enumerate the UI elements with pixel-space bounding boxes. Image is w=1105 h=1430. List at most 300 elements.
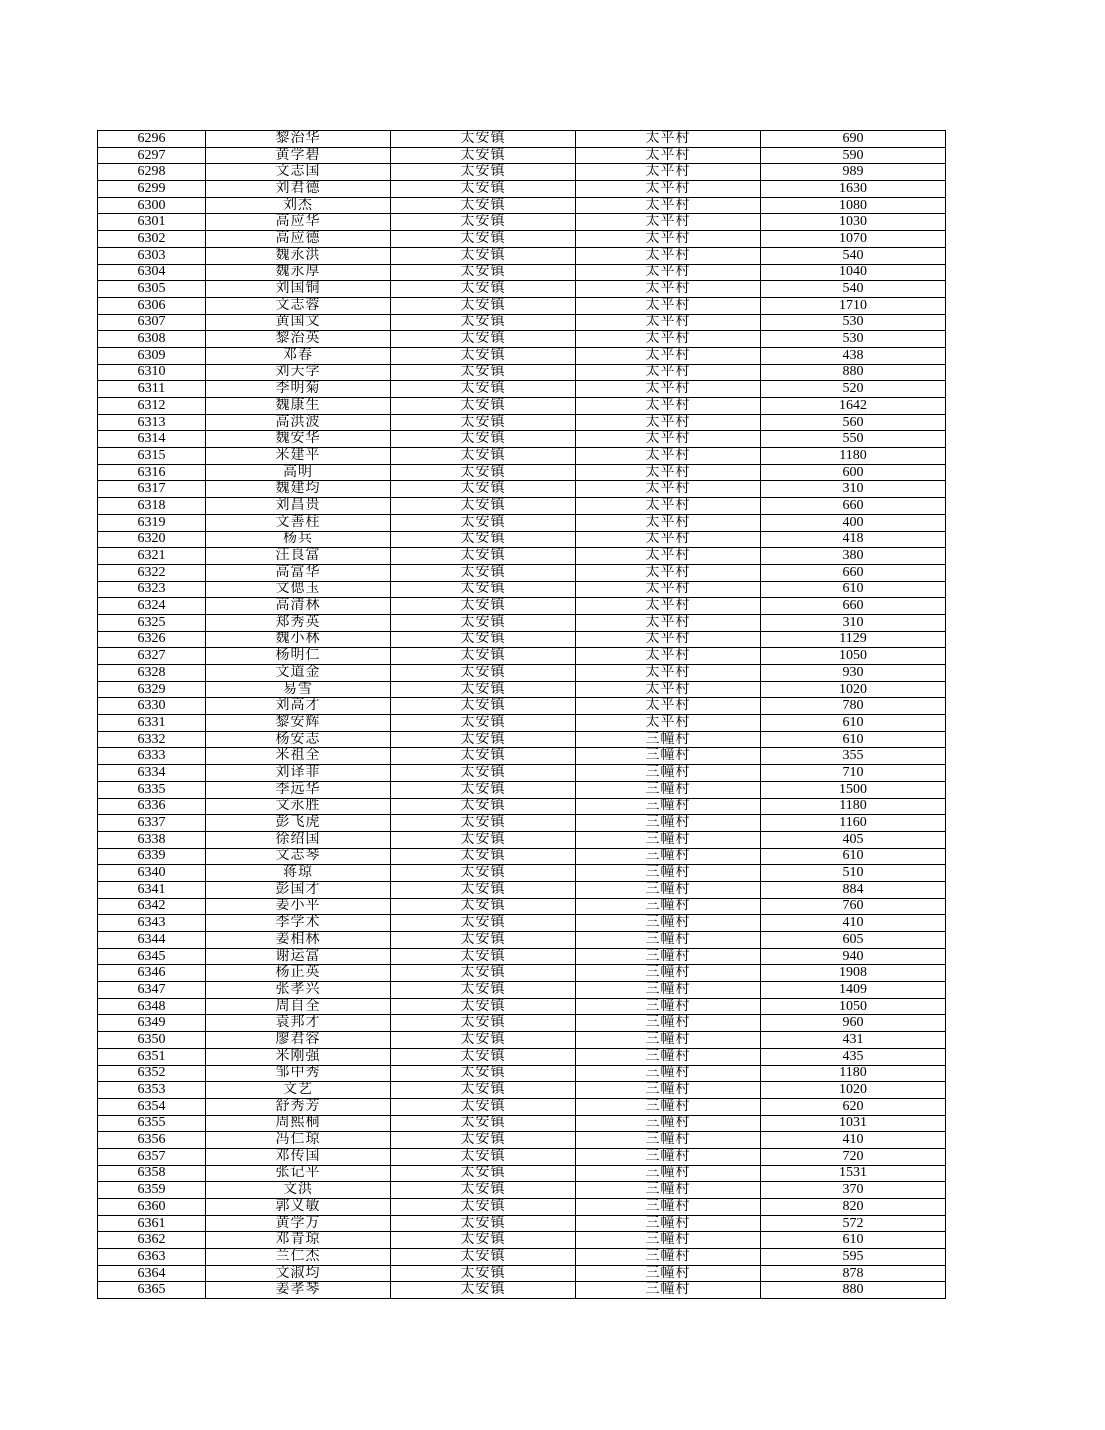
town-cell: 太安镇: [391, 815, 576, 832]
person-name-cell: 蒋琼: [206, 865, 391, 882]
table-row: [98, 731, 946, 748]
table-row: [98, 147, 946, 164]
amount-cell: 1180: [761, 448, 946, 465]
town-cell: 太安镇: [391, 131, 576, 148]
person-name-cell: 刘译菲: [206, 765, 391, 782]
town-cell: 太安镇: [391, 531, 576, 548]
village-cell: 三幢村: [576, 748, 761, 765]
table-row: [98, 1082, 946, 1099]
village-cell: 太平村: [576, 614, 761, 631]
person-name-cell: 李远华: [206, 781, 391, 798]
amount-cell: 610: [761, 731, 946, 748]
village-cell: 太平村: [576, 264, 761, 281]
row-number-cell: 6323: [98, 581, 206, 598]
person-name-cell: 刘天学: [206, 364, 391, 381]
village-cell: 太平村: [576, 297, 761, 314]
table-row: [98, 181, 946, 198]
row-number-cell: 6305: [98, 281, 206, 298]
amount-cell: 884: [761, 881, 946, 898]
table-row: [98, 965, 946, 982]
table-row: [98, 431, 946, 448]
town-cell: 太安镇: [391, 781, 576, 798]
town-cell: 太安镇: [391, 364, 576, 381]
village-cell: 太平村: [576, 581, 761, 598]
row-number-cell: 6310: [98, 364, 206, 381]
village-cell: 三幢村: [576, 1265, 761, 1282]
row-number-cell: 6344: [98, 932, 206, 949]
amount-cell: 405: [761, 831, 946, 848]
village-cell: 三幢村: [576, 1232, 761, 1249]
row-number-cell: 6306: [98, 297, 206, 314]
village-cell: 三幢村: [576, 948, 761, 965]
town-cell: 太安镇: [391, 965, 576, 982]
table-row: [98, 247, 946, 264]
row-number-cell: 6348: [98, 998, 206, 1015]
village-cell: 三幢村: [576, 1282, 761, 1299]
amount-cell: 1040: [761, 264, 946, 281]
row-number-cell: 6302: [98, 231, 206, 248]
amount-cell: 520: [761, 381, 946, 398]
person-name-cell: 兰仁杰: [206, 1249, 391, 1266]
village-cell: 太平村: [576, 548, 761, 565]
row-number-cell: 6352: [98, 1065, 206, 1082]
row-number-cell: 6319: [98, 514, 206, 531]
row-number-cell: 6355: [98, 1115, 206, 1132]
amount-cell: 720: [761, 1148, 946, 1165]
row-number-cell: 6320: [98, 531, 206, 548]
town-cell: 太安镇: [391, 381, 576, 398]
row-number-cell: 6351: [98, 1048, 206, 1065]
amount-cell: 1180: [761, 1065, 946, 1082]
village-cell: 太平村: [576, 398, 761, 415]
table-row: [98, 364, 946, 381]
village-cell: 太平村: [576, 147, 761, 164]
person-name-cell: 徐绍国: [206, 831, 391, 848]
row-number-cell: 6336: [98, 798, 206, 815]
person-name-cell: 米建平: [206, 448, 391, 465]
table-row: [98, 982, 946, 999]
amount-cell: 370: [761, 1182, 946, 1199]
row-number-cell: 6297: [98, 147, 206, 164]
person-name-cell: 冯仁琼: [206, 1132, 391, 1149]
table-row: [98, 932, 946, 949]
row-number-cell: 6313: [98, 414, 206, 431]
town-cell: 太安镇: [391, 648, 576, 665]
town-cell: 太安镇: [391, 1132, 576, 1149]
table-row: [98, 514, 946, 531]
row-number-cell: 6360: [98, 1199, 206, 1216]
town-cell: 太安镇: [391, 247, 576, 264]
table-row: [98, 781, 946, 798]
town-cell: 太安镇: [391, 164, 576, 181]
table-row: [98, 498, 946, 515]
village-cell: 太平村: [576, 498, 761, 515]
row-number-cell: 6354: [98, 1098, 206, 1115]
row-number-cell: 6339: [98, 848, 206, 865]
person-name-cell: 易雪: [206, 681, 391, 698]
amount-cell: 1409: [761, 982, 946, 999]
row-number-cell: 6342: [98, 898, 206, 915]
town-cell: 太安镇: [391, 898, 576, 915]
table-row: [98, 881, 946, 898]
row-number-cell: 6322: [98, 564, 206, 581]
row-number-cell: 6299: [98, 181, 206, 198]
person-name-cell: 李明菊: [206, 381, 391, 398]
person-name-cell: 汪良富: [206, 548, 391, 565]
amount-cell: 438: [761, 347, 946, 364]
person-name-cell: 谢运富: [206, 948, 391, 965]
amount-cell: 1020: [761, 681, 946, 698]
town-cell: 太安镇: [391, 464, 576, 481]
table-row: [98, 715, 946, 732]
village-cell: 三幢村: [576, 831, 761, 848]
amount-cell: 605: [761, 932, 946, 949]
amount-cell: 435: [761, 1048, 946, 1065]
amount-cell: 620: [761, 1098, 946, 1115]
table-row: [98, 614, 946, 631]
person-name-cell: 文志琴: [206, 848, 391, 865]
person-name-cell: 黎安辉: [206, 715, 391, 732]
village-cell: 三幢村: [576, 1165, 761, 1182]
table-row: [98, 598, 946, 615]
person-name-cell: 张记平: [206, 1165, 391, 1182]
table-row: [98, 1148, 946, 1165]
town-cell: 太安镇: [391, 765, 576, 782]
person-name-cell: 姜孝琴: [206, 1282, 391, 1299]
person-name-cell: 姜相林: [206, 932, 391, 949]
row-number-cell: 6301: [98, 214, 206, 231]
row-number-cell: 6361: [98, 1215, 206, 1232]
town-cell: 太安镇: [391, 881, 576, 898]
town-cell: 太安镇: [391, 264, 576, 281]
person-name-cell: 刘国铜: [206, 281, 391, 298]
village-cell: 三幢村: [576, 982, 761, 999]
town-cell: 太安镇: [391, 398, 576, 415]
person-name-cell: 魏康生: [206, 398, 391, 415]
village-cell: 三幢村: [576, 915, 761, 932]
village-cell: 太平村: [576, 364, 761, 381]
person-name-cell: 杨安志: [206, 731, 391, 748]
village-cell: 太平村: [576, 681, 761, 698]
village-cell: 太平村: [576, 247, 761, 264]
amount-cell: 310: [761, 481, 946, 498]
person-name-cell: 文道金: [206, 665, 391, 682]
row-number-cell: 6307: [98, 314, 206, 331]
table-row: [98, 131, 946, 148]
amount-cell: 1070: [761, 231, 946, 248]
table-row: [98, 414, 946, 431]
table-row: [98, 815, 946, 832]
table-row: [98, 748, 946, 765]
table-row: [98, 1015, 946, 1032]
village-cell: 三幢村: [576, 1249, 761, 1266]
table-row: [98, 865, 946, 882]
table-row: [98, 665, 946, 682]
person-name-cell: 高清林: [206, 598, 391, 615]
person-name-cell: 魏永厚: [206, 264, 391, 281]
row-number-cell: 6325: [98, 614, 206, 631]
table-row: [98, 1048, 946, 1065]
town-cell: 太安镇: [391, 564, 576, 581]
town-cell: 太安镇: [391, 331, 576, 348]
row-number-cell: 6332: [98, 731, 206, 748]
row-number-cell: 6364: [98, 1265, 206, 1282]
row-number-cell: 6347: [98, 982, 206, 999]
town-cell: 太安镇: [391, 1249, 576, 1266]
amount-cell: 540: [761, 247, 946, 264]
town-cell: 太安镇: [391, 297, 576, 314]
row-number-cell: 6298: [98, 164, 206, 181]
town-cell: 太安镇: [391, 998, 576, 1015]
amount-cell: 600: [761, 464, 946, 481]
row-number-cell: 6340: [98, 865, 206, 882]
village-cell: 三幢村: [576, 1182, 761, 1199]
town-cell: 太安镇: [391, 681, 576, 698]
person-name-cell: 米祖全: [206, 748, 391, 765]
village-cell: 太平村: [576, 414, 761, 431]
row-number-cell: 6357: [98, 1148, 206, 1165]
person-name-cell: 魏建均: [206, 481, 391, 498]
person-name-cell: 黎治英: [206, 331, 391, 348]
table-row: [98, 831, 946, 848]
town-cell: 太安镇: [391, 548, 576, 565]
amount-cell: 560: [761, 414, 946, 431]
row-number-cell: 6356: [98, 1132, 206, 1149]
amount-cell: 760: [761, 898, 946, 915]
amount-cell: 1030: [761, 214, 946, 231]
town-cell: 太安镇: [391, 982, 576, 999]
person-name-cell: 邓传国: [206, 1148, 391, 1165]
town-cell: 太安镇: [391, 1148, 576, 1165]
village-cell: 太平村: [576, 564, 761, 581]
village-cell: 太平村: [576, 231, 761, 248]
amount-cell: 380: [761, 548, 946, 565]
person-name-cell: 黄学碧: [206, 147, 391, 164]
amount-cell: 610: [761, 715, 946, 732]
person-name-cell: 邹中秀: [206, 1065, 391, 1082]
table-row: [98, 1165, 946, 1182]
town-cell: 太安镇: [391, 281, 576, 298]
village-cell: 太平村: [576, 281, 761, 298]
amount-cell: 400: [761, 514, 946, 531]
village-cell: 三幢村: [576, 1082, 761, 1099]
village-cell: 三幢村: [576, 1048, 761, 1065]
row-number-cell: 6327: [98, 648, 206, 665]
table-row: [98, 1115, 946, 1132]
table-row: [98, 1098, 946, 1115]
person-name-cell: 魏安华: [206, 431, 391, 448]
town-cell: 太安镇: [391, 481, 576, 498]
village-cell: 太平村: [576, 665, 761, 682]
amount-cell: 878: [761, 1265, 946, 1282]
table-row: [98, 314, 946, 331]
amount-cell: 410: [761, 1132, 946, 1149]
table-row: [98, 681, 946, 698]
row-number-cell: 6349: [98, 1015, 206, 1032]
town-cell: 太安镇: [391, 1098, 576, 1115]
amount-cell: 780: [761, 698, 946, 715]
row-number-cell: 6337: [98, 815, 206, 832]
amount-cell: 1710: [761, 297, 946, 314]
amount-cell: 418: [761, 531, 946, 548]
table-row: [98, 948, 946, 965]
village-cell: 太平村: [576, 715, 761, 732]
town-cell: 太安镇: [391, 1199, 576, 1216]
amount-cell: 1908: [761, 965, 946, 982]
amount-cell: 1180: [761, 798, 946, 815]
amount-cell: 310: [761, 614, 946, 631]
town-cell: 太安镇: [391, 1182, 576, 1199]
person-name-cell: 彭飞虎: [206, 815, 391, 832]
person-name-cell: 魏小林: [206, 631, 391, 648]
town-cell: 太安镇: [391, 147, 576, 164]
amount-cell: 1630: [761, 181, 946, 198]
amount-cell: 690: [761, 131, 946, 148]
amount-cell: 660: [761, 498, 946, 515]
table-row: [98, 398, 946, 415]
village-cell: 三幢村: [576, 965, 761, 982]
person-name-cell: 袁邦才: [206, 1015, 391, 1032]
village-cell: 三幢村: [576, 798, 761, 815]
amount-cell: 610: [761, 1232, 946, 1249]
person-name-cell: 刘杰: [206, 197, 391, 214]
row-number-cell: 6358: [98, 1165, 206, 1182]
person-name-cell: 杨正英: [206, 965, 391, 982]
amount-cell: 989: [761, 164, 946, 181]
amount-cell: 590: [761, 147, 946, 164]
town-cell: 太安镇: [391, 831, 576, 848]
village-cell: 太平村: [576, 381, 761, 398]
village-cell: 三幢村: [576, 898, 761, 915]
table-row: [98, 347, 946, 364]
person-name-cell: 高应华: [206, 214, 391, 231]
person-name-cell: 米刚强: [206, 1048, 391, 1065]
town-cell: 太安镇: [391, 414, 576, 431]
village-cell: 三幢村: [576, 1015, 761, 1032]
village-cell: 太平村: [576, 631, 761, 648]
row-number-cell: 6333: [98, 748, 206, 765]
village-cell: 三幢村: [576, 1199, 761, 1216]
village-cell: 太平村: [576, 531, 761, 548]
village-cell: 太平村: [576, 514, 761, 531]
row-number-cell: 6326: [98, 631, 206, 648]
row-number-cell: 6318: [98, 498, 206, 515]
amount-cell: 572: [761, 1215, 946, 1232]
town-cell: 太安镇: [391, 1082, 576, 1099]
person-name-cell: 刘昌贵: [206, 498, 391, 515]
amount-cell: 1050: [761, 648, 946, 665]
person-name-cell: 姜小平: [206, 898, 391, 915]
row-number-cell: 6303: [98, 247, 206, 264]
table-row: [98, 231, 946, 248]
village-cell: 太平村: [576, 481, 761, 498]
amount-cell: 410: [761, 915, 946, 932]
person-name-cell: 黄国文: [206, 314, 391, 331]
table-row: [98, 331, 946, 348]
town-cell: 太安镇: [391, 181, 576, 198]
village-cell: 三幢村: [576, 1065, 761, 1082]
table-row: [98, 1199, 946, 1216]
row-number-cell: 6353: [98, 1082, 206, 1099]
town-cell: 太安镇: [391, 448, 576, 465]
table-row: [98, 197, 946, 214]
row-number-cell: 6362: [98, 1232, 206, 1249]
town-cell: 太安镇: [391, 798, 576, 815]
row-number-cell: 6321: [98, 548, 206, 565]
row-number-cell: 6345: [98, 948, 206, 965]
table-row: [98, 264, 946, 281]
amount-cell: 1080: [761, 197, 946, 214]
person-name-cell: 高明: [206, 464, 391, 481]
village-cell: 太平村: [576, 331, 761, 348]
person-name-cell: 文洪: [206, 1182, 391, 1199]
row-number-cell: 6335: [98, 781, 206, 798]
person-name-cell: 文志蓉: [206, 297, 391, 314]
amount-cell: 1500: [761, 781, 946, 798]
town-cell: 太安镇: [391, 197, 576, 214]
row-number-cell: 6311: [98, 381, 206, 398]
amount-cell: 710: [761, 765, 946, 782]
row-number-cell: 6365: [98, 1282, 206, 1299]
person-name-cell: 高洪波: [206, 414, 391, 431]
table-row: [98, 564, 946, 581]
person-name-cell: 文艺: [206, 1082, 391, 1099]
village-cell: 太平村: [576, 347, 761, 364]
amount-cell: 431: [761, 1032, 946, 1049]
town-cell: 太安镇: [391, 748, 576, 765]
amount-cell: 610: [761, 848, 946, 865]
village-cell: 太平村: [576, 197, 761, 214]
row-number-cell: 6324: [98, 598, 206, 615]
town-cell: 太安镇: [391, 431, 576, 448]
town-cell: 太安镇: [391, 1048, 576, 1065]
village-cell: 太平村: [576, 698, 761, 715]
village-cell: 太平村: [576, 648, 761, 665]
row-number-cell: 6328: [98, 665, 206, 682]
village-cell: 三幢村: [576, 1215, 761, 1232]
town-cell: 太安镇: [391, 731, 576, 748]
person-name-cell: 文淑均: [206, 1265, 391, 1282]
amount-cell: 530: [761, 314, 946, 331]
data-table: [97, 130, 946, 1299]
amount-cell: 595: [761, 1249, 946, 1266]
table-row: [98, 464, 946, 481]
person-name-cell: 刘高才: [206, 698, 391, 715]
person-name-cell: 周熙桐: [206, 1115, 391, 1132]
town-cell: 太安镇: [391, 865, 576, 882]
table-row: [98, 648, 946, 665]
person-name-cell: 文志国: [206, 164, 391, 181]
row-number-cell: 6316: [98, 464, 206, 481]
table-row: [98, 531, 946, 548]
village-cell: 太平村: [576, 314, 761, 331]
town-cell: 太安镇: [391, 631, 576, 648]
table-row: [98, 448, 946, 465]
table-row: [98, 631, 946, 648]
amount-cell: 355: [761, 748, 946, 765]
village-cell: 三幢村: [576, 1032, 761, 1049]
village-cell: 三幢村: [576, 848, 761, 865]
town-cell: 太安镇: [391, 665, 576, 682]
amount-cell: 1160: [761, 815, 946, 832]
amount-cell: 1031: [761, 1115, 946, 1132]
village-cell: 三幢村: [576, 1098, 761, 1115]
person-name-cell: 邓春: [206, 347, 391, 364]
person-name-cell: 黎治华: [206, 131, 391, 148]
table-row: [98, 281, 946, 298]
town-cell: 太安镇: [391, 598, 576, 615]
table-row: [98, 1182, 946, 1199]
